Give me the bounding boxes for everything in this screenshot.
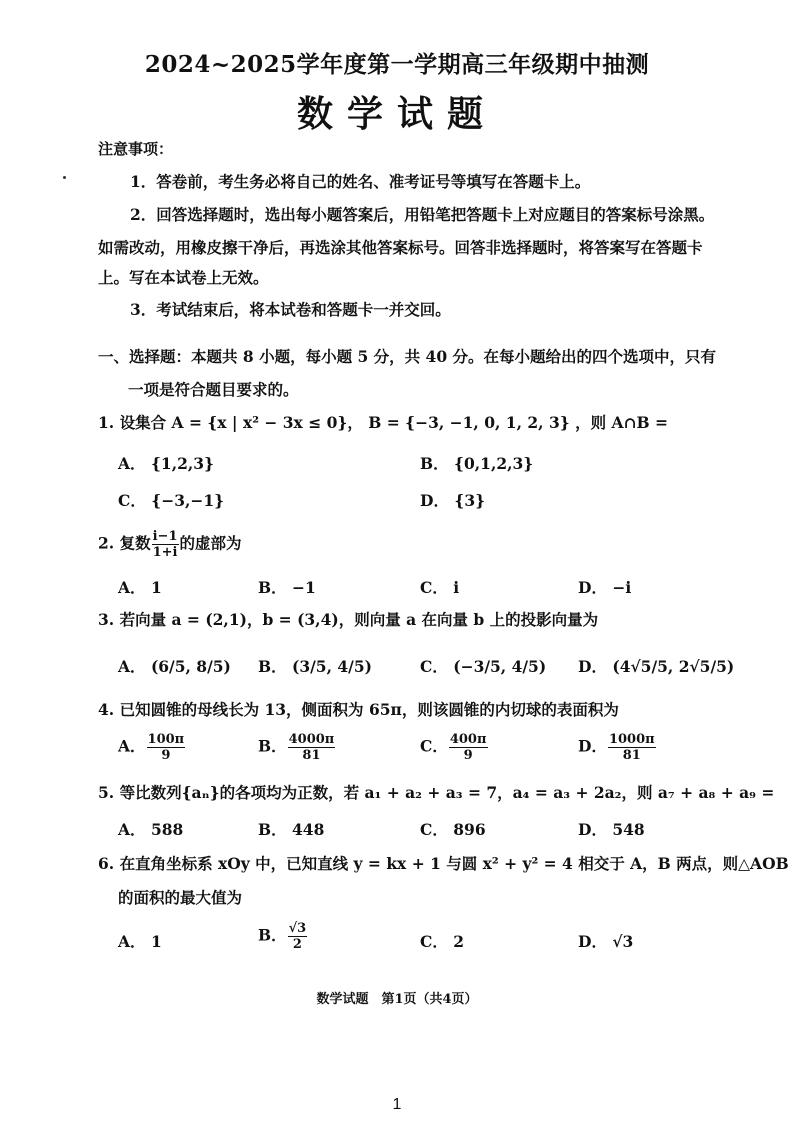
option-text: √3 — [612, 932, 634, 951]
option-label: B． — [258, 657, 287, 676]
option-label: A． — [118, 578, 146, 597]
option-label: C． — [420, 932, 448, 951]
notice-heading: 注意事项： — [98, 140, 174, 158]
q1-option-c — [118, 489, 224, 511]
question-number: 6. — [98, 854, 115, 873]
fraction — [288, 922, 308, 951]
question-6-line-1 — [98, 852, 789, 874]
fraction — [449, 733, 488, 762]
question-number: 1. — [98, 413, 115, 432]
option-text: (−3/5, 4/5) — [453, 657, 547, 676]
fraction-numerator: i−1 — [152, 529, 178, 544]
q2-option-d — [578, 576, 631, 598]
question-stem: 在直角坐标系 xOy 中，已知直线 y = kx + 1 与圆 x² + y² = 4 相交于 A，B 两点，则△AOB — [119, 854, 789, 873]
notice-item-2-line-2: 如需改动，用橡皮擦干净后，再选涂其他答案标号。回答非选择题时，将答案写在答题卡 — [98, 238, 703, 257]
page-footer: 数学试题 第1页（共4页） — [316, 992, 478, 1007]
q3-option-a — [118, 655, 231, 677]
set-b: B = {−3, −1, 0, 1, 2, 3} — [368, 413, 570, 432]
question-number: 3. — [98, 610, 115, 629]
q4-option-b — [258, 733, 336, 762]
q5-option-c — [420, 818, 486, 840]
option-label: A． — [118, 736, 146, 756]
fraction-denominator: 9 — [463, 748, 473, 763]
q6-option-a — [118, 930, 162, 952]
notice-item-2-line-3: 上。写在本试卷上无效。 — [98, 268, 269, 287]
option-label: D． — [420, 491, 449, 510]
question-stem: 已知圆锥的母线长为 13，侧面积为 65π，则该圆锥的内切球的表面积为 — [119, 700, 619, 719]
option-text: {3} — [454, 491, 486, 510]
q2-option-b — [258, 576, 316, 598]
option-label: C． — [420, 578, 448, 597]
fraction — [147, 733, 186, 762]
option-text: (4√5/5, 2√5/5) — [612, 657, 735, 676]
question-4 — [98, 698, 619, 720]
q6-option-b — [258, 922, 308, 951]
option-text: 448 — [292, 820, 325, 839]
question-1: 1. 设集合 A = {x | x² − 3x ≤ 0}， B = {−3, −1, 0, 1, 2, 3} ，则 A∩B = — [98, 413, 669, 432]
question-stem: 复数 — [119, 533, 151, 553]
q4-option-d — [578, 733, 657, 762]
option-label: D． — [578, 578, 607, 597]
question-number: 2. — [98, 533, 115, 553]
option-label: A． — [118, 820, 146, 839]
q5-option-a — [118, 818, 183, 840]
fraction-numerator: √3 — [288, 921, 307, 936]
question-3 — [98, 608, 598, 630]
q3-option-d — [578, 655, 734, 677]
question-stem: 若向量 a = (2,1)，b = (3,4)，则向量 a 在向量 b 上的投影向量为 — [119, 610, 599, 629]
section-1-intro-line-1: 一、选择题：本题共 8 小题，每小题 5 分，共 40 分。在每小题给出的四个选项中，只有 — [98, 347, 717, 366]
option-text: 1 — [150, 578, 162, 597]
page-number: 1 — [392, 1096, 402, 1113]
set-a: A = {x | x² − 3x ≤ 0} — [171, 413, 348, 432]
option-label: A． — [118, 454, 146, 473]
option-text: (6/5, 8/5) — [150, 657, 231, 676]
q3-option-b — [258, 655, 372, 677]
q1-option-d — [420, 489, 485, 511]
option-text: {−3,−1} — [151, 491, 225, 510]
q6-option-c — [420, 930, 464, 952]
fraction-denominator: 9 — [161, 748, 171, 763]
q5-option-d — [578, 818, 645, 840]
q5-option-b — [258, 818, 324, 840]
fraction — [608, 733, 656, 762]
q3-option-c — [420, 655, 546, 677]
option-label: B． — [258, 736, 287, 756]
option-label: B． — [420, 454, 449, 473]
notice-item-2-line-1: 2．回答选择题时，选出每小题答案后，用铅笔把答题卡上对应题目的答案标号涂黑。 — [130, 205, 715, 224]
option-label: B． — [258, 820, 287, 839]
notice-item-1: 1．答卷前，考生务必将自己的姓名、准考证号等填写在答题卡上。 — [130, 172, 591, 191]
scan-dot — [63, 176, 66, 179]
option-text: 1 — [150, 932, 162, 951]
option-label: C． — [420, 820, 448, 839]
fraction-denominator: 81 — [302, 748, 321, 763]
fraction-numerator: 100π — [147, 732, 185, 747]
option-text: 548 — [612, 820, 645, 839]
option-label: B． — [258, 925, 287, 945]
q4-option-c — [420, 733, 489, 762]
option-label: C． — [420, 736, 448, 756]
option-text: {1,2,3} — [150, 454, 215, 473]
option-label: D． — [578, 820, 607, 839]
option-text: {0,1,2,3} — [454, 454, 534, 473]
section-1-intro-line-2: 一项是符合题目要求的。 — [128, 380, 299, 399]
fraction-denominator: 81 — [622, 748, 641, 763]
fraction — [288, 733, 336, 762]
q2-option-a — [118, 576, 162, 598]
option-text: 896 — [453, 820, 486, 839]
option-text: i — [453, 578, 460, 597]
option-label: D． — [578, 657, 607, 676]
option-text: 2 — [453, 932, 465, 951]
q6-option-d — [578, 930, 633, 952]
question-stem: 等比数列{aₙ}的各项均为正数，若 a₁ + a₂ + a₃ = 7，a₄ = a₃ + 2a₂，则 a₇ + a₈ + a₉ = — [119, 783, 775, 802]
exam-title: 数学试题 — [296, 93, 497, 135]
question-stem-end: ，则 A∩B = — [575, 413, 669, 432]
option-text: −1 — [292, 578, 316, 597]
option-label: C． — [420, 657, 448, 676]
question-6-line-2: 的面积的最大值为 — [118, 888, 243, 907]
option-label: A． — [118, 932, 146, 951]
q2-option-c — [420, 576, 459, 598]
question-stem: 设集合 — [119, 413, 167, 432]
q1-option-a — [118, 452, 214, 474]
q4-option-a — [118, 733, 186, 762]
option-label: C． — [118, 491, 146, 510]
question-5 — [98, 781, 774, 803]
notice-item-3: 3．考试结束后，将本试卷和答题卡一并交回。 — [130, 300, 451, 319]
fraction-numerator: 1000π — [608, 732, 655, 747]
fraction-denominator: 1+i — [152, 545, 178, 560]
question-stem-end: 的虚部为 — [179, 533, 242, 553]
q1-option-b — [420, 452, 533, 474]
fraction-numerator: 4000π — [288, 732, 335, 747]
fraction — [152, 530, 179, 559]
option-text: −i — [612, 578, 632, 597]
option-label: B． — [258, 578, 287, 597]
option-text: 588 — [150, 820, 184, 839]
option-text: (3/5, 4/5) — [292, 657, 372, 676]
option-label: D． — [578, 932, 607, 951]
fraction-numerator: 400π — [449, 732, 487, 747]
fraction-denominator: 2 — [292, 937, 302, 952]
question-2 — [98, 530, 242, 559]
option-label: A． — [118, 657, 146, 676]
question-number: 5. — [98, 783, 115, 802]
question-number: 4. — [98, 700, 115, 719]
exam-header: 2024~2025学年度第一学期高三年级期中抽测 — [144, 51, 650, 78]
option-label: D． — [578, 736, 607, 756]
